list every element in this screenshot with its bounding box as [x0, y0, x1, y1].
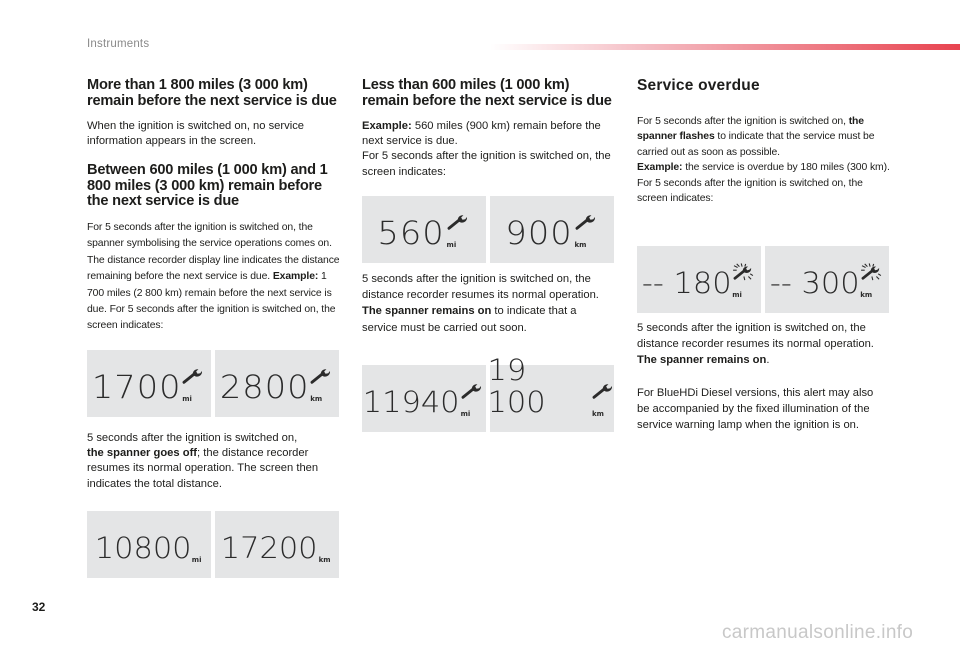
display-value: -- 300 [769, 266, 860, 300]
example-label: Example: [362, 120, 412, 132]
display-pair-560-900 [362, 196, 614, 263]
p2-text-a: 5 seconds after the ignition is switched on, the distance recorder resumes its normal operation. [637, 322, 874, 350]
p1-text-b: to indicate that the service must be carried out as soon as possible. [637, 131, 875, 158]
spanner-icon [182, 367, 204, 390]
paragraph-spanner-remains-on [362, 271, 607, 336]
unit-label: mi [460, 410, 471, 418]
display-pair-10800-17200 [87, 511, 339, 578]
odometer-display-mi [362, 365, 486, 432]
column-1 [87, 78, 342, 335]
paragraph-example-560 [362, 119, 617, 180]
p2-text-a: For 5 seconds after the ignition is switched on, the spanner symbolising the service operations comes on. The distance recorder display line indicates the distance remaining before the next service is due. [87, 221, 340, 283]
display-value: 17200 [221, 531, 318, 565]
unit-label: mi [191, 556, 202, 564]
unit-label: mi [446, 241, 457, 249]
heading-service-overdue: Service overdue [637, 77, 760, 94]
paragraph-overdue-spanner-remains-on [637, 321, 882, 368]
paragraph-spanner-goes-off [87, 431, 342, 492]
odometer-display-km [487, 353, 614, 432]
spanner-icon [575, 213, 597, 236]
paragraph-no-service-info: When the ignition is switched on, no service information appears in the screen. [87, 120, 305, 148]
odometer-display-km [490, 196, 614, 263]
example-text: 560 miles (900 km) remain before the next service is due. [362, 120, 601, 148]
screen-indicates-text: For 5 seconds after the ignition is switched on, the screen indicates: [362, 150, 611, 178]
column-3 [637, 78, 892, 207]
paragraph-spanner-flashes [637, 114, 892, 208]
paragraph-bluehdi: For BlueHDi Diesel versions, this alert may also be accompanied by the fixed illumination of the service warning lamp when the ignition is on. [637, 387, 874, 431]
odometer-display-mi [87, 350, 211, 417]
p2-bold: The spanner remains on [637, 353, 767, 366]
display-value: 900 [505, 214, 574, 252]
heading-more-than-1800: More than 1 800 miles (3 000 km) remain before the next service is due [87, 77, 337, 109]
example-text: the service is overdue by 180 miles (300 km). [682, 162, 890, 174]
odometer-display-km [215, 511, 339, 578]
odometer-display-mi [637, 246, 761, 313]
heading-less-than-600: Less than 600 miles (1 000 km) remain before the next service is due [362, 77, 612, 109]
example-label: Example: [637, 162, 683, 174]
p2-text-b: to indicate that a service must be carried out soon. [362, 305, 577, 334]
column-2 [362, 78, 617, 180]
display-pair-1700-2800 [87, 350, 339, 417]
p2-bold: The spanner remains on [362, 305, 492, 318]
display-value: 1700 [91, 368, 182, 406]
p3-text-b: ; the distance recorder resumes its normal operation. The screen then indicates the total distance. [87, 447, 319, 490]
spanner-icon [447, 213, 469, 236]
odometer-display-km [215, 350, 339, 417]
unit-label: km [310, 395, 323, 403]
section-header: Instruments [87, 38, 150, 50]
display-pair-11940-19100 [362, 353, 614, 432]
page-number: 32 [32, 600, 46, 614]
p2-example-text: 1 700 miles (2 800 km) remain before the next service is due. [87, 271, 332, 315]
p2-text-a: 5 seconds after the ignition is switched on, the distance recorder resumes its normal operation. [362, 273, 599, 302]
screen-indicates-text: For 5 seconds after the ignition is switched on, the screen indicates: [637, 177, 863, 205]
p2-text-c: For 5 seconds after the ignition is switched on, the screen indicates: [87, 303, 336, 332]
p2-example-label: Example: [272, 271, 319, 283]
p3-bold: the spanner goes off [87, 447, 198, 460]
unit-label: km [574, 241, 587, 249]
display-value: 10800 [94, 531, 192, 565]
display-value: 11940 [363, 385, 460, 419]
unit-label: mi [732, 291, 742, 299]
display-value: -- 180 [641, 266, 732, 300]
spanner-icon [461, 382, 483, 405]
display-value: 19 100 [487, 353, 546, 419]
display-pair-overdue-180-300 [637, 246, 889, 313]
paragraph-spanner-comes-on [87, 220, 342, 335]
watermark: carmanualsonline.info [722, 622, 914, 643]
p1-bold: the spanner flashes [637, 115, 864, 143]
flashing-spanner-icon [860, 263, 882, 286]
spanner-icon [592, 382, 614, 405]
display-value: 2800 [219, 368, 310, 406]
unit-label: km [592, 410, 604, 418]
p3-text-a: 5 seconds after the ignition is switched on, [87, 432, 298, 444]
unit-label: km [318, 556, 331, 564]
odometer-display-mi [362, 196, 486, 263]
unit-label: mi [182, 395, 192, 403]
heading-between-600-1800: Between 600 miles (1 000 km) and 1 800 miles (3 000 km) remain before the next service is due [87, 162, 328, 210]
odometer-display-mi [87, 511, 211, 578]
spanner-icon [310, 367, 332, 390]
p2-text-b: . [766, 353, 770, 366]
odometer-display-km [765, 246, 889, 313]
unit-label: km [860, 291, 873, 299]
p1-text-a: For 5 seconds after the ignition is switched on, [637, 115, 849, 127]
display-value: 560 [377, 214, 446, 252]
header-accent-bar [490, 44, 960, 50]
flashing-spanner-icon [732, 263, 754, 286]
